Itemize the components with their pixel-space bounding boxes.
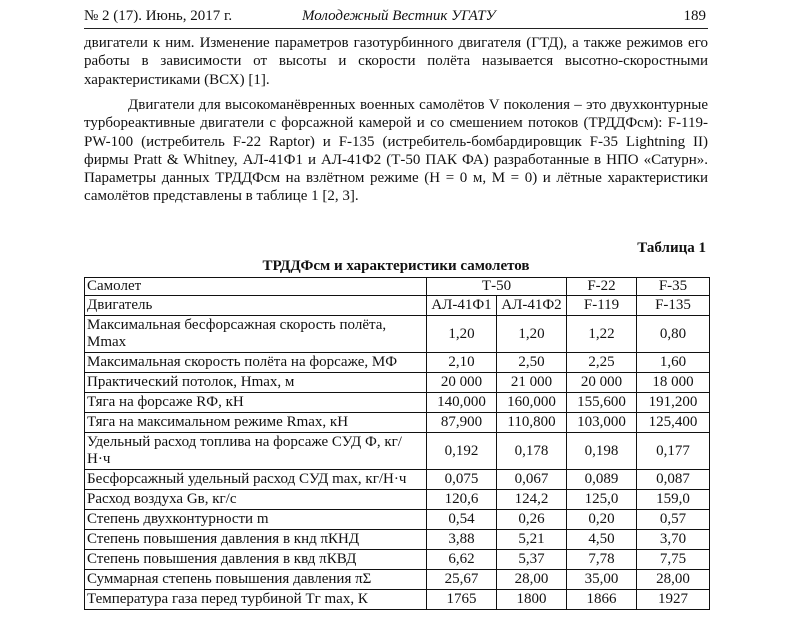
table-row [85,353,710,373]
engine-header-label: Двигатель [85,296,427,316]
parameter-value: 0,54 [427,510,497,530]
parameter-value: 0,075 [427,470,497,490]
parameter-value: 140,000 [427,393,497,413]
parameter-name: Расход воздуха Gв, кг/с [85,490,427,510]
engine-name: АЛ-41Ф2 [497,296,567,316]
parameter-value: 1866 [567,590,637,610]
parameter-value: 0,20 [567,510,637,530]
parameter-value: 5,21 [497,530,567,550]
parameter-value: 87,900 [427,413,497,433]
aircraft-name: F-22 [567,278,637,296]
parameter-name: Суммарная степень повышения давления πΣ [85,570,427,590]
parameter-value: 120,6 [427,490,497,510]
parameter-value: 1,20 [497,316,567,353]
parameter-value: 28,00 [637,570,710,590]
parameter-value: 0,198 [567,433,637,470]
parameter-name: Максимальная бесфорсажная скорость полёта, Mmax [85,316,427,353]
parameter-value: 0,26 [497,510,567,530]
parameter-value: 160,000 [497,393,567,413]
journal-title: Молодежный Вестник УГАТУ [302,8,496,24]
parameter-name: Максимальная скорость полёта на форсаже, MФ [85,353,427,373]
aircraft-name: Т-50 [427,278,567,296]
parameter-name: Температура газа перед турбиной Tг max, К [85,590,427,610]
aircraft-header-row [85,278,710,296]
parameter-value: 7,75 [637,550,710,570]
parameter-value: 0,067 [497,470,567,490]
table-row [85,433,710,470]
table-row [85,373,710,393]
aircraft-name: F-35 [637,278,710,296]
parameter-value: 0,087 [637,470,710,490]
parameter-value: 0,192 [427,433,497,470]
parameter-value: 191,200 [637,393,710,413]
engine-table [84,277,710,610]
table-row [85,530,710,550]
engine-header-row [85,296,710,316]
parameter-value: 20 000 [567,373,637,393]
parameter-value: 35,00 [567,570,637,590]
aircraft-header-label: Самолет [85,278,427,296]
parameter-value: 124,2 [497,490,567,510]
parameter-value: 28,00 [497,570,567,590]
table-row [85,393,710,413]
parameter-value: 18 000 [637,373,710,393]
parameter-name: Удельный расход топлива на форсаже CУД Ф, кг/Н·ч [85,433,427,470]
parameter-name: Практический потолок, Hmax, м [85,373,427,393]
table-row [85,590,710,610]
parameter-value: 4,50 [567,530,637,550]
table-label: Таблица 1 [637,240,706,256]
table-row [85,316,710,353]
parameter-name: Степень повышения давления в квд πКВД [85,550,427,570]
paragraph-2: Двигатели для высокоманёвренных военных самолётов V поколения – это двухконтурные турбореактивные двигатели с форсажной камерой и со смешением потоков (ТРДДФсм): F-119-PW-100 (истребитель F-22 Raptor) и F-135 (истребитель-бомбардировщик F-35 Lightning II) фирмы Pratt & Whitney, АЛ-41Ф1 и АЛ-41Ф2 (Т-50 ПАК ФА) разработанные в НПО «Сатурн». Параметры данных ТРДДФсм на взлётном режиме (H = 0 м, M = 0) и лётные характеристики самолётов представлены в таблице 1 [2, 3]. [84,97,708,205]
parameter-value: 1,60 [637,353,710,373]
paragraph-1: двигатели к ним. Изменение параметров газотурбинного двигателя (ГТД), а также режимов его работы в зависимости от высоты и скорости полёта называется высотно-скоростными характеристиками (ВСХ) [1]. [84,35,708,88]
parameter-value: 6,62 [427,550,497,570]
parameter-value: 0,178 [497,433,567,470]
parameter-value: 0,80 [637,316,710,353]
parameter-name: Степень повышения давления в кнд πКНД [85,530,427,550]
parameter-value: 2,10 [427,353,497,373]
parameter-value: 1,22 [567,316,637,353]
table-body [85,316,710,610]
parameter-value: 1765 [427,590,497,610]
running-header [84,6,708,29]
parameter-name: Тяга на форсаже RФ, кН [85,393,427,413]
parameter-value: 7,78 [567,550,637,570]
issue-info: № 2 (17). Июнь, 2017 г. [84,8,233,24]
parameter-value: 110,800 [497,413,567,433]
parameter-value: 20 000 [427,373,497,393]
engine-name: F-135 [637,296,710,316]
parameter-value: 3,88 [427,530,497,550]
page-number: 189 [683,8,706,24]
parameter-value: 21 000 [497,373,567,393]
parameter-value: 1,20 [427,316,497,353]
table-row [85,510,710,530]
table-row [85,470,710,490]
parameter-value: 155,600 [567,393,637,413]
parameter-value: 125,0 [567,490,637,510]
parameter-value: 103,000 [567,413,637,433]
parameter-value: 2,50 [497,353,567,373]
parameter-value: 0,177 [637,433,710,470]
table-row [85,413,710,433]
parameter-value: 2,25 [567,353,637,373]
table-title: ТРДДФсм и характеристики самолетов [262,258,530,274]
engine-name: F-119 [567,296,637,316]
parameter-value: 1800 [497,590,567,610]
parameter-value: 25,67 [427,570,497,590]
parameter-name: Бесфорсажный удельный расход CУД max, кг/Н·ч [85,470,427,490]
engine-name: АЛ-41Ф1 [427,296,497,316]
parameter-value: 1927 [637,590,710,610]
parameter-value: 159,0 [637,490,710,510]
parameter-value: 0,089 [567,470,637,490]
parameter-value: 125,400 [637,413,710,433]
parameter-name: Тяга на максимальном режиме Rmax, кН [85,413,427,433]
parameter-value: 3,70 [637,530,710,550]
table-row [85,570,710,590]
table-row [85,490,710,510]
table-row [85,550,710,570]
parameter-value: 5,37 [497,550,567,570]
parameter-value: 0,57 [637,510,710,530]
parameter-name: Степень двухконтурности m [85,510,427,530]
